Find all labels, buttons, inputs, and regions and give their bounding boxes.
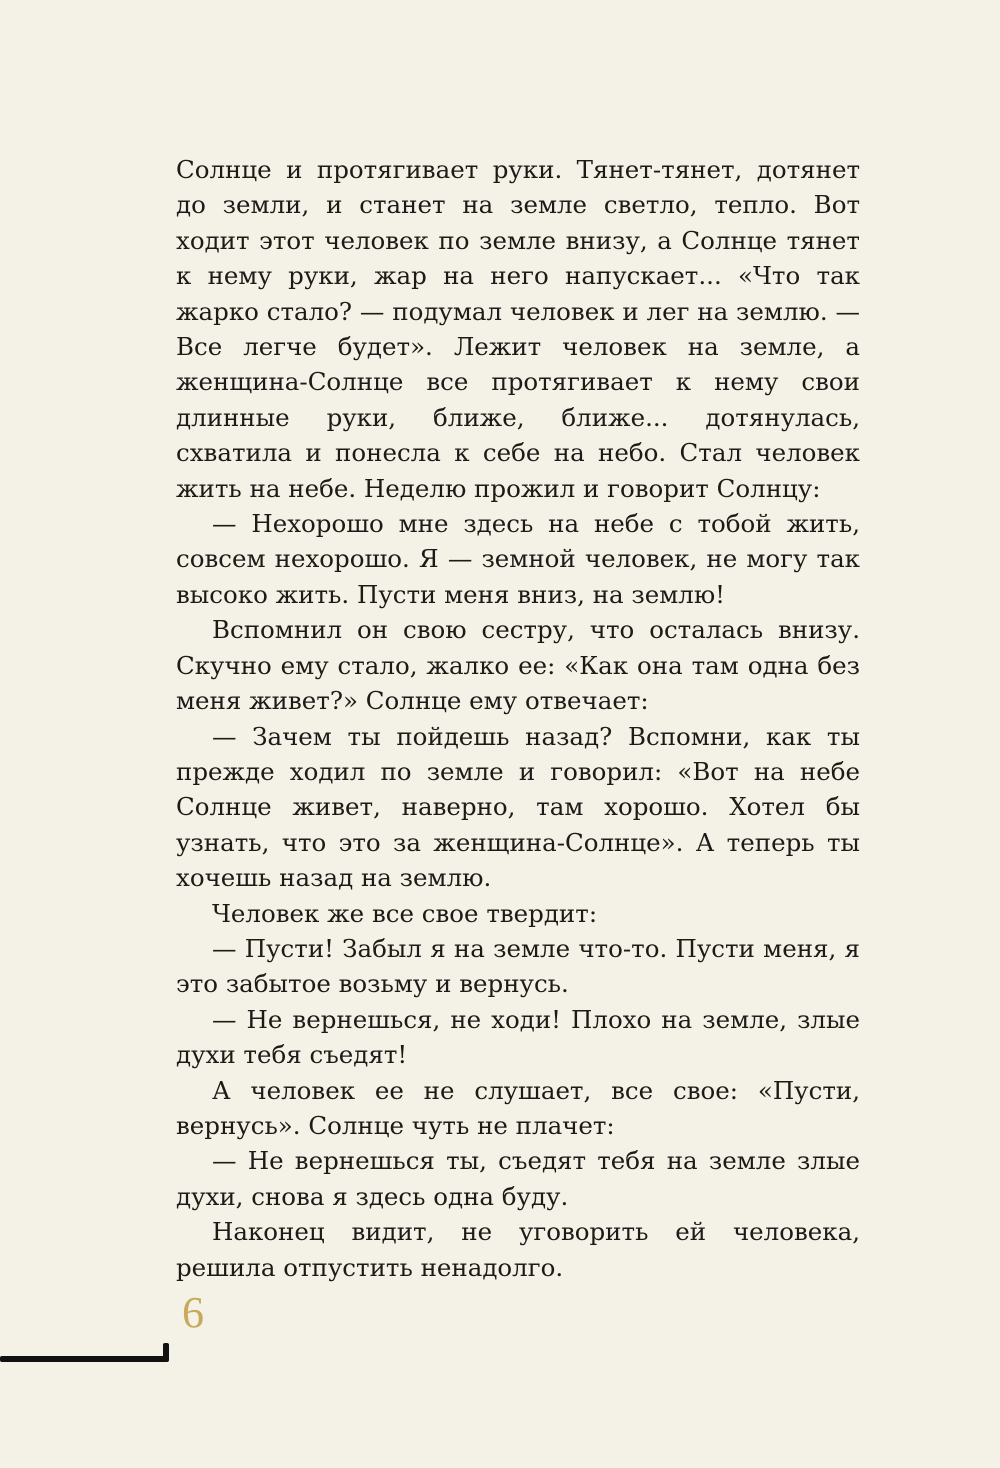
paragraph: — Нехорошо мне здесь на небе с тобой жить, совсем нехорошо. Я — земной человек, не могу так высоко жить. Пусти меня вниз, на землю! [176, 509, 860, 609]
footer-rule-tick [163, 1343, 169, 1362]
paragraph: Солнце и протягивает руки. Тянет-тянет, дотянет до земли, и станет на земле светло, тепло. Вот ходит этот человек по земле внизу, а Солнце тянет к нему руки, жар на него напускает... «Что так жарко стало? — подумал человек и лег на землю. — Все легче будет». Лежит человек на земле, а женщина-Солнце все протягивает к нему свои длинные руки, ближе, ближе... дотянулась, схватила и понесла к себе на небо. Стал человек жить на небе. Неделю прожил и говорит Солнцу: [176, 155, 860, 503]
paragraph: Вспомнил он свою сестру, что осталась внизу. Скучно ему стало, жалко ее: «Как она там одна без меня живет?» Солнце ему отвечает: [176, 615, 860, 716]
paragraph: — Не вернешься ты, съедят тебя на земле злые духи, снова я здесь одна буду. [176, 1146, 860, 1211]
paragraph: Человек же все свое твердит: [212, 898, 598, 928]
paragraph: — Пусти! Забыл я на земле что-то. Пусти меня, я это забытое возьму и вернусь. [176, 933, 860, 999]
footer-rule [0, 1356, 166, 1362]
paragraph: Наконец видит, не уговорить ей человека, решила отпустить ненадолго. [176, 1217, 860, 1282]
page-body [176, 152, 860, 1285]
page-number: 6 [182, 1288, 204, 1337]
paragraph: — Зачем ты пойдешь назад? Вспомни, как ты прежде ходил по земле и говорил: «Вот на небе Солнце живет, наверно, там хорошо. Хотел бы узнать, что это за женщина-Солнце». А теперь ты хочешь назад на землю. [176, 721, 860, 893]
paragraph: А человек ее не слушает, все свое: «Пусти, вернусь». Солнце чуть не плачет: [176, 1075, 860, 1140]
paragraph: — Не вернешься, не ходи! Плохо на земле, злые духи тебя съедят! [176, 1004, 860, 1070]
